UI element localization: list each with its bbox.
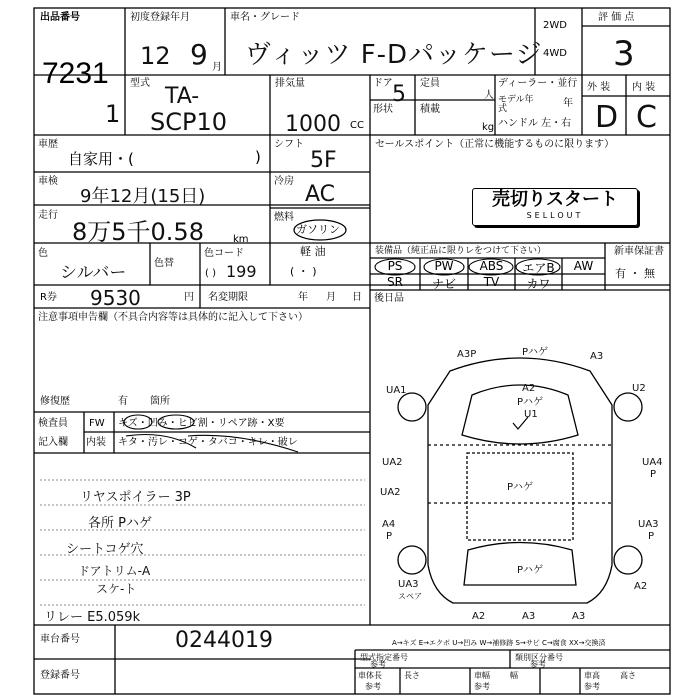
first-registration-label: 初度登録年月 bbox=[130, 12, 190, 23]
recycle-value: 9530 bbox=[90, 286, 141, 310]
mark-ua3-right: UA3 bbox=[638, 519, 659, 530]
mark-a3-bottom-2: A3 bbox=[572, 611, 586, 622]
mark-ua3-left: UA3 bbox=[398, 579, 419, 590]
history-value: 自家用・( bbox=[68, 150, 134, 168]
mileage-unit: km bbox=[233, 234, 249, 245]
type-reference: 参考 bbox=[370, 660, 386, 669]
exterior-grade: D bbox=[595, 100, 619, 135]
first-registration-year: 12 bbox=[140, 42, 171, 70]
equipment-pw: PW bbox=[434, 259, 454, 273]
handwritten-note-6: リレー E5.059k bbox=[44, 610, 141, 625]
mark-phage-trunk: Pハゲ bbox=[517, 565, 544, 576]
month-unit: 月 bbox=[212, 62, 222, 73]
shift-value: 5F bbox=[310, 148, 337, 173]
height-short: 高さ bbox=[620, 671, 636, 680]
mark-a2-right: A2 bbox=[634, 581, 648, 592]
history-close: ) bbox=[255, 148, 261, 166]
history-label: 車歴 bbox=[38, 139, 58, 150]
ac-label: 冷房 bbox=[274, 176, 294, 187]
color-code-label: 色コード bbox=[204, 248, 244, 259]
model-year-unit: 年 bbox=[563, 98, 573, 109]
height-reference: 参考 bbox=[584, 682, 600, 691]
drive-2wd: 2WD bbox=[543, 20, 567, 31]
handwritten-note-1: リヤスポイラー 3P bbox=[80, 490, 191, 505]
mark-a2-hood: A2 bbox=[522, 383, 536, 394]
sellout-sub: SELLOUT bbox=[526, 211, 584, 220]
handwritten-note-3: シートコゲ穴 bbox=[66, 542, 144, 557]
model-code-label: 型式 bbox=[130, 78, 150, 89]
color-code-paren: ( ) bbox=[205, 268, 216, 279]
length-label: 車体長 bbox=[358, 671, 382, 680]
sales-point-label: セールスポイント（正常に機能するものに限ります） bbox=[375, 139, 615, 150]
capacity-label: 定員 bbox=[420, 78, 440, 89]
mark-a3p: A3P bbox=[457, 349, 477, 360]
shift-label: シフト bbox=[274, 139, 304, 150]
equipment-airbag: エアB bbox=[522, 261, 555, 275]
repaint-label: 色替 bbox=[154, 258, 174, 269]
fuel-label: 燃料 bbox=[274, 212, 294, 223]
capacity-unit: 人 bbox=[484, 90, 494, 101]
inspection-label: 車検 bbox=[38, 176, 58, 187]
car-damage-diagram bbox=[372, 335, 668, 623]
equipment-tv: TV bbox=[483, 275, 500, 289]
model-year-label: モデル年式 bbox=[498, 95, 534, 114]
mark-a3-bottom-1: A3 bbox=[522, 611, 536, 622]
fw-label: FW bbox=[89, 418, 105, 429]
name-change-label: 名変期限 bbox=[208, 292, 248, 303]
displacement-value: 1000 bbox=[285, 112, 341, 137]
model-code: SCP10 bbox=[150, 108, 228, 136]
mileage-label: 走行 bbox=[38, 210, 58, 221]
score-label: 評 価 点 bbox=[598, 12, 635, 23]
handwritten-note-4: ドアトリム-A bbox=[78, 564, 151, 578]
mark-ua4: UA4 bbox=[642, 457, 663, 468]
displacement-label: 排気量 bbox=[275, 78, 305, 89]
mileage-value: 8万5千0.58 bbox=[72, 218, 204, 246]
lot-number: 7231 bbox=[42, 57, 109, 90]
chassis-label: 車台番号 bbox=[40, 634, 80, 645]
ac-value: AC bbox=[305, 182, 336, 207]
category-number-label: 類別区分番号 bbox=[515, 653, 563, 662]
doors-value: 5 bbox=[392, 82, 406, 107]
handwritten-note-5: スケ-ト bbox=[96, 582, 137, 596]
mark-u2: U2 bbox=[632, 383, 646, 394]
registration-label: 登録番号 bbox=[40, 670, 80, 681]
damage-legend: A→キズ E→エクボ U→凹み W→補修跡 S→サビ C→腐食 XX→交換済 bbox=[392, 639, 606, 647]
mark-a2-bottom: A2 bbox=[472, 611, 486, 622]
fuel-gasoline: ガソリン bbox=[296, 223, 340, 236]
dealer-label: ディーラー・並行 bbox=[498, 78, 578, 89]
width-label: 車幅 bbox=[474, 671, 490, 680]
entry-label: 記入欄 bbox=[38, 437, 68, 448]
lot-suffix: 1 bbox=[105, 100, 121, 128]
interior-items: キタ・汚レ・コゲ・タバコ・キレ・破レ bbox=[118, 437, 298, 448]
mark-p-right-1: P bbox=[650, 469, 657, 480]
handwritten-note-2: 各所 Pハゲ bbox=[88, 516, 152, 531]
inspector-label: 検査員 bbox=[38, 418, 68, 429]
name-change-month: 月 bbox=[326, 292, 336, 303]
first-registration-month: 9 bbox=[190, 38, 208, 71]
mark-ua1: UA1 bbox=[386, 385, 407, 396]
equipment-label: 装備品（純正品に限りレをつけて下さい） bbox=[375, 246, 547, 256]
mark-phage-top: Pハゲ bbox=[522, 347, 549, 358]
repair-yes: 有 bbox=[118, 396, 128, 407]
equipment-kawa: カワ bbox=[526, 277, 551, 291]
width-reference: 参考 bbox=[474, 682, 490, 691]
interior-entry-label: 内装 bbox=[86, 437, 106, 448]
recycle-label: R券 bbox=[40, 292, 57, 303]
inspection-value: 9年12月(15日) bbox=[80, 186, 206, 207]
mark-a4: A4 bbox=[382, 519, 396, 530]
model-prefix: TA- bbox=[165, 84, 200, 109]
equipment-circles bbox=[370, 256, 605, 276]
exterior-label: 外 装 bbox=[587, 82, 611, 93]
lot-label: 出品番号 bbox=[40, 12, 80, 23]
displacement-unit: CC bbox=[350, 120, 364, 131]
spare-label: スペア bbox=[398, 592, 422, 601]
height-label: 車高 bbox=[584, 671, 600, 680]
mark-phage-hood: Pハゲ bbox=[517, 397, 544, 408]
sellout-stamp bbox=[472, 188, 638, 226]
interior-label: 内 装 bbox=[632, 82, 656, 93]
sellout-main: 売切りスタート bbox=[492, 189, 618, 210]
fw-items: キズ・凹み・ヒビ割・リペア跡・X要 bbox=[118, 418, 285, 429]
category-reference: 参考 bbox=[530, 660, 546, 669]
model-grade-label: 車名・グレード bbox=[230, 12, 300, 23]
warranty-label: 新車保証書 bbox=[614, 246, 664, 257]
model-grade-value: ヴィッツ F-Dパッケージ bbox=[245, 40, 543, 70]
score-value: 3 bbox=[613, 34, 635, 74]
mark-a3-top: A3 bbox=[590, 351, 604, 362]
repair-label: 修復歴 bbox=[40, 396, 70, 407]
type-designation-label: 型式指定番号 bbox=[360, 653, 408, 662]
mark-ua2-left: UA2 bbox=[382, 457, 403, 468]
mark-u1: U1 bbox=[524, 409, 538, 420]
caution-label: 注意事項申告欄（不具合内容等は具体的に記入して下さい） bbox=[38, 312, 308, 323]
interior-grade: C bbox=[636, 100, 657, 135]
fuel-diesel: 軽 油 bbox=[300, 245, 326, 258]
width-short: 幅 bbox=[510, 671, 518, 680]
rear-item-label: 後日品 bbox=[374, 293, 404, 304]
warranty-options: 有 ・ 無 bbox=[615, 267, 655, 280]
shape-label: 形状 bbox=[373, 104, 393, 115]
mark-p-right-2: P bbox=[648, 531, 655, 542]
chassis-value: 0244019 bbox=[175, 628, 273, 653]
equipment-sr: SR bbox=[387, 275, 403, 289]
fuel-other: ( ・ ) bbox=[290, 265, 317, 278]
mark-phage-roof: Pハゲ bbox=[507, 482, 534, 493]
handle-label: ハンドル 左・右 bbox=[498, 118, 572, 129]
mark-ua2-left-2: UA2 bbox=[380, 487, 401, 498]
equipment-ps: PS bbox=[387, 259, 403, 273]
scribble-marks bbox=[118, 414, 368, 454]
color-label: 色 bbox=[38, 248, 48, 259]
equipment-abs: ABS bbox=[479, 259, 504, 273]
length-reference: 参考 bbox=[365, 682, 381, 691]
repair-location: 箇所 bbox=[150, 396, 170, 407]
equipment-aw: AW bbox=[573, 259, 594, 273]
fuel-gasoline-circle bbox=[290, 218, 350, 242]
mark-p-left: P bbox=[386, 531, 393, 542]
recycle-yen: 円 bbox=[184, 292, 194, 303]
name-change-year: 年 bbox=[298, 292, 308, 303]
drive-4wd: 4WD bbox=[543, 48, 567, 59]
length-short: 長さ bbox=[404, 671, 420, 680]
doors-label: ドア bbox=[373, 78, 393, 89]
color-value: シルバー bbox=[60, 263, 127, 283]
name-change-day: 日 bbox=[352, 292, 362, 303]
load-label: 積載 bbox=[420, 104, 440, 115]
color-code-value: 199 bbox=[226, 262, 257, 281]
equipment-row-2 bbox=[370, 275, 605, 290]
equipment-navi: ナビ bbox=[431, 277, 456, 291]
load-unit: kg bbox=[482, 122, 495, 133]
